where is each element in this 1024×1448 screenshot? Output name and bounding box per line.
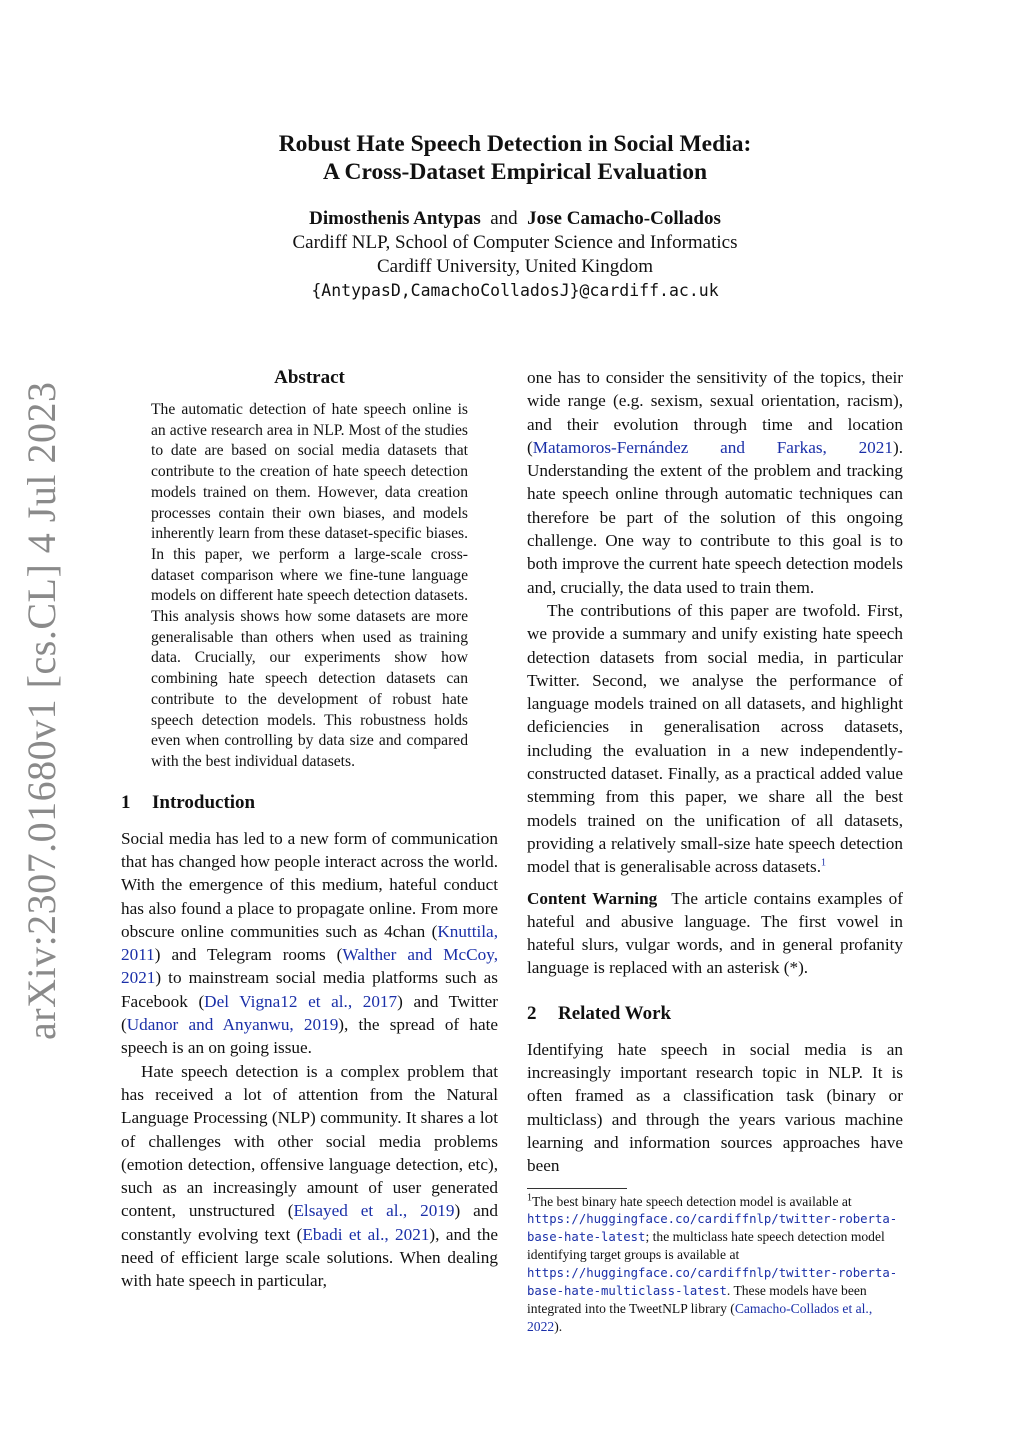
citation-link[interactable]: Walther and McCoy, 2021 (121, 945, 498, 988)
intro-paragraph-3 (527, 366, 903, 599)
title-block (0, 130, 1024, 303)
text-run: . These models have been integrated into the TweetNLP library ( (527, 1282, 867, 1317)
text-run: The contributions of this paper are twofold. First, we provide a summary and unify existing hate speech detection datasets from social media, in particular Twitter. Second, we analyse the performance of language models trained on all datasets, and highlight deficiencies in generalisation across datasets, including the evaluation in a new independently-constructed dataset. Finally, as a practical added value stemming from this paper, we share all the best models trained on the unification of all datasets, providing a relatively small-size hate speech detection model that is generalisable across datasets. (527, 600, 903, 877)
text-run: ). Understanding the extent of the problem and tracking hate speech online through automatic techniques can therefore be part of the solution of this ongoing challenge. One way to contribute to this goal is to both improve the current hate speech detection models and, crucially, the data used to train them. (527, 437, 903, 597)
author-separator: and (490, 208, 518, 229)
footnote-url-binary[interactable]: https://huggingface.co/cardiffnlp/twitter-roberta-base-hate-latest (527, 1211, 898, 1245)
affiliation-2: Cardiff University, United Kingdom (377, 256, 653, 277)
abstract-heading: Abstract (274, 367, 345, 388)
affiliation-1: Cardiff NLP, School of Computer Science and Informatics (292, 232, 738, 253)
section-number: 1 (121, 791, 131, 813)
author-email[interactable]: {AntypasD,CamachoColladosJ}@cardiff.ac.uk (311, 281, 719, 300)
text-run: ) to mainstream social media platforms such as Facebook ( (121, 968, 498, 1011)
authors (0, 207, 1024, 231)
intro-paragraph-1 (121, 827, 498, 1060)
citation-link[interactable]: Ebadi et al., 2021 (302, 1224, 430, 1244)
paper-title-line-2: A Cross-Dataset Empirical Evaluation (322, 159, 708, 185)
section-number: 2 (527, 1002, 537, 1024)
text-run: ), and the need of efficient large scale solutions. When dealing with hate speech in particular, (121, 1224, 499, 1291)
section-title: Introduction (152, 791, 256, 813)
section-title: Related Work (558, 1002, 672, 1024)
footnote-divider (527, 1188, 627, 1189)
paper-title-line-1: Robust Hate Speech Detection in Social Media: (278, 131, 752, 157)
section-heading-related-work (527, 1002, 903, 1026)
related-work-paragraph: Identifying hate speech in social media is an increasingly important research topic in NLP. It is often framed as a classification task (binary or multiclass) and through the years various machine learning and information sources approaches have been (527, 1039, 903, 1176)
text-run: ; the multiclass hate speech detection model identifying target groups is available at (527, 1229, 885, 1263)
section-heading-introduction (121, 791, 498, 815)
text-run: Social media has led to a new form of communication that has changed how people interact across the world. With the emergence of this medium, hateful conduct has also found a place to propagate online. From more obscure online communities such as 4chan ( (121, 828, 498, 941)
contributions-paragraph (527, 599, 903, 879)
citation-link[interactable]: Knuttila, 2011 (121, 921, 498, 965)
footnote-url-multiclass[interactable]: https://huggingface.co/cardiffnlp/twitter-roberta-base-hate-multiclass-latest (527, 1265, 898, 1298)
citation-link[interactable]: Udanor and Anyanwu, 2019 (126, 1015, 339, 1035)
abstract-text: The automatic detection of hate speech online is an active research area in NLP. Most of the studies to date are based on social media datasets that contribute to the creation of hate speech detection models trained on them. However, data creation processes contain their own biases, and models inherently learn from these dataset-specific biases. In this paper, we perform a large-scale cross-dataset comparison where we fine-tune language models on different hate speech detection datasets. This analysis shows how some datasets are more generalisable than others when used as training data. Crucially, our experiments show how combining hate speech detection datasets can contribute to the development of robust hate speech detection models. This robustness holds even when controlling by data size and compared with the best individual datasets. (151, 401, 468, 770)
text-run: ). (554, 1318, 563, 1334)
author-1: Dimosthenis Antypas (309, 208, 481, 229)
intro-paragraph-2 (121, 1060, 498, 1293)
content-warning-heading: Content Warning (527, 888, 658, 908)
text-run: The best binary hate speech detection model is available at (532, 1193, 852, 1209)
text-run: ) and Telegram rooms ( (154, 945, 343, 965)
left-column (121, 366, 498, 1293)
citation-link[interactable]: Matamoros-Fernández and Farkas, 2021 (532, 437, 893, 457)
text-run: ), the spread of hate speech is an on going issue. (121, 1015, 498, 1058)
spacer (527, 879, 903, 887)
text-run: one has to consider the sensitivity of the topics, their wide range (e.g. sexism, sexual orientation, racism), and their evolution through time and location ( (527, 368, 903, 457)
content-warning-text: The article contains examples of hateful and abusive language. The first vowel in hateful slurs, vulgar words, and in general profanity language is replaced with an asterisk (*). (527, 888, 903, 978)
arxiv-stamp: arXiv:2307.01680v1 [cs.CL] 4 Jul 2023 (19, 381, 64, 1040)
footnote-1 (527, 1193, 903, 1335)
text-run: ) and Twitter ( (121, 991, 498, 1035)
text-run: Hate speech detection is a complex problem that has received a lot of attention from the Natural Language Processing (NLP) community. It shares a lot of challenges with other social media problems (emotion detection, offensive language detection, etc), such as an increasingly amount of user generated content, unstructured ( (121, 1061, 498, 1221)
content-warning (527, 887, 903, 980)
footnote-number: 1 (527, 1191, 532, 1203)
citation-link[interactable]: Del Vigna12 et al., 2017 (204, 991, 398, 1011)
footnote-marker[interactable]: 1 (821, 857, 827, 869)
citation-link[interactable]: Camacho-Collados et al., 2022 (527, 1301, 873, 1334)
author-2: Jose Camacho-Collados (527, 208, 721, 229)
right-column (527, 366, 903, 1335)
text-run: ) and constantly evolving text ( (121, 1201, 498, 1244)
citation-link[interactable]: Elsayed et al., 2019 (293, 1201, 455, 1221)
